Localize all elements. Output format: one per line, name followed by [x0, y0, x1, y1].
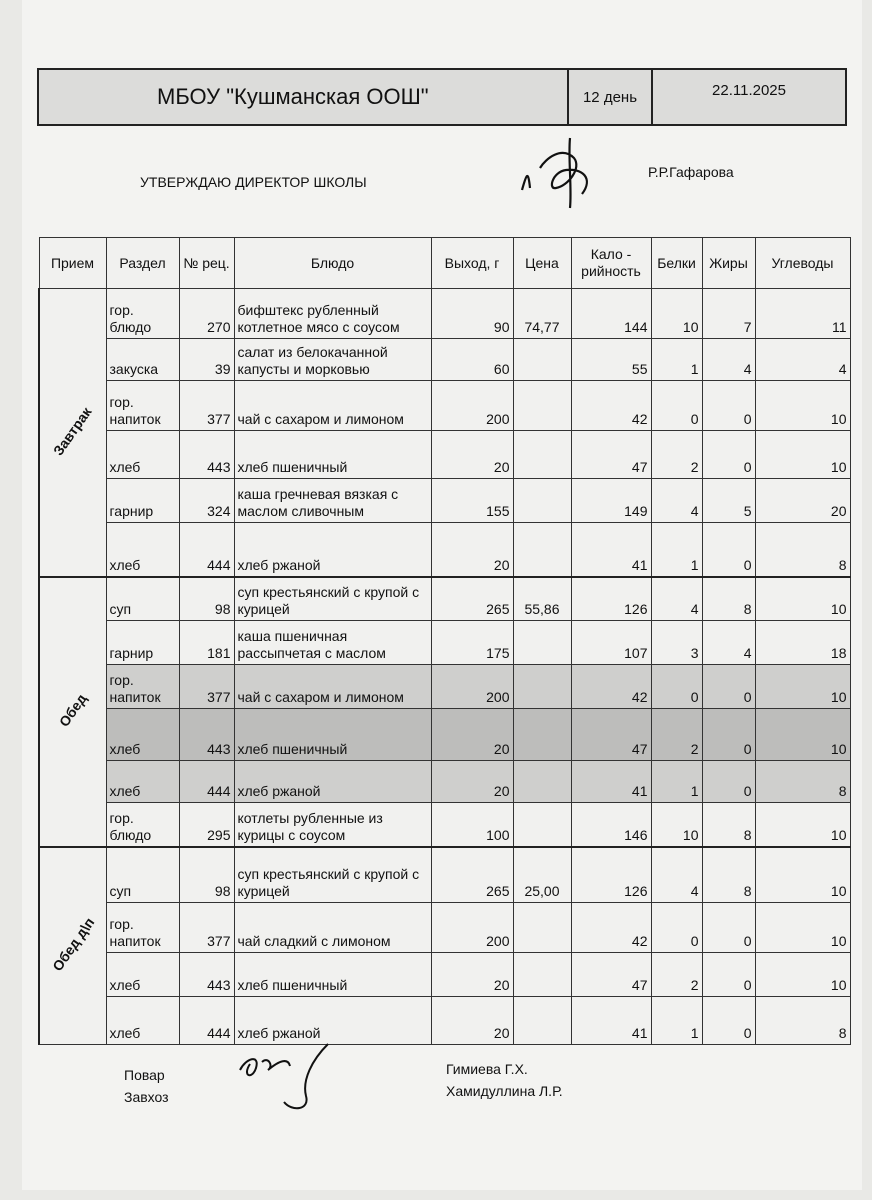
- cell-yield: 20: [431, 709, 513, 761]
- footer-roles: [124, 1064, 169, 1108]
- cell-recipe-number: 443: [179, 953, 234, 997]
- cell-carbs: 8: [755, 997, 850, 1045]
- cell-yield: 20: [431, 431, 513, 479]
- table-row: [39, 339, 850, 381]
- cell-protein: 4: [651, 479, 702, 523]
- meal-cell: [39, 289, 106, 577]
- cell-carbs: 10: [755, 665, 850, 709]
- table-row: [39, 803, 850, 847]
- cell-price: [513, 381, 571, 431]
- cell-carbs: 10: [755, 709, 850, 761]
- cell-price: [513, 479, 571, 523]
- director-signature: [512, 128, 608, 212]
- cell-carbs: 8: [755, 761, 850, 803]
- cell-recipe-number: 444: [179, 523, 234, 577]
- table-row: [39, 761, 850, 803]
- cell-recipe-number: 98: [179, 577, 234, 621]
- storekeeper-name: Хамидуллина Л.Р.: [446, 1083, 563, 1099]
- cell-yield: 200: [431, 665, 513, 709]
- cell-dish: каша гречневая вязкая с маслом сливочным: [234, 479, 431, 523]
- cell-fat: 0: [702, 997, 755, 1045]
- cell-dish: суп крестьянский с крупой с курицей: [234, 847, 431, 903]
- cell-section: хлеб: [106, 761, 179, 803]
- meal-name: Завтрак: [49, 403, 95, 459]
- meal-cell: [39, 847, 106, 1045]
- cell-price: [513, 761, 571, 803]
- cell-carbs: 4: [755, 339, 850, 381]
- cell-section: гор. напиток: [106, 665, 179, 709]
- header-box: [37, 68, 847, 126]
- cell-carbs: 10: [755, 953, 850, 997]
- cook-label: Повар: [124, 1067, 165, 1083]
- footer-names: [446, 1058, 563, 1102]
- cell-price: [513, 621, 571, 665]
- col-header-section: Раздел: [106, 238, 179, 289]
- table-row: [39, 431, 850, 479]
- cell-recipe-number: 443: [179, 709, 234, 761]
- cell-dish: салат из белокачанной капусты и морковью: [234, 339, 431, 381]
- cell-calories: 41: [571, 997, 651, 1045]
- school-name: МБОУ "Кушманская ООШ": [39, 70, 569, 124]
- cell-protein: 3: [651, 621, 702, 665]
- cell-yield: 20: [431, 761, 513, 803]
- cell-recipe-number: 295: [179, 803, 234, 847]
- cell-fat: 0: [702, 431, 755, 479]
- cell-carbs: 10: [755, 903, 850, 953]
- table-row: [39, 709, 850, 761]
- cell-section: закуска: [106, 339, 179, 381]
- cell-recipe-number: 444: [179, 761, 234, 803]
- col-header-carbs: Углеводы: [755, 238, 850, 289]
- cell-protein: 10: [651, 803, 702, 847]
- table-row: [39, 523, 850, 577]
- cell-recipe-number: 377: [179, 903, 234, 953]
- cell-calories: 47: [571, 431, 651, 479]
- cook-name: Гимиева Г.Х.: [446, 1061, 528, 1077]
- cell-section: хлеб: [106, 997, 179, 1045]
- cell-price: [513, 709, 571, 761]
- cell-fat: 5: [702, 479, 755, 523]
- cell-calories: 149: [571, 479, 651, 523]
- cell-protein: 1: [651, 339, 702, 381]
- cell-calories: 47: [571, 709, 651, 761]
- table-row: [39, 479, 850, 523]
- cell-recipe-number: 98: [179, 847, 234, 903]
- col-header-price: Цена: [513, 238, 571, 289]
- cell-yield: 20: [431, 953, 513, 997]
- cell-carbs: 20: [755, 479, 850, 523]
- cell-calories: 144: [571, 289, 651, 339]
- cell-yield: 265: [431, 577, 513, 621]
- col-header-calories: Кало - рийность: [571, 238, 651, 289]
- cell-recipe-number: 444: [179, 997, 234, 1045]
- cell-price: [513, 953, 571, 997]
- cell-price: 74,77: [513, 289, 571, 339]
- cell-recipe-number: 443: [179, 431, 234, 479]
- cell-protein: 10: [651, 289, 702, 339]
- cell-section: суп: [106, 847, 179, 903]
- cell-calories: 42: [571, 903, 651, 953]
- cell-carbs: 8: [755, 523, 850, 577]
- cell-carbs: 10: [755, 577, 850, 621]
- cell-recipe-number: 181: [179, 621, 234, 665]
- table-header-row: [39, 238, 850, 289]
- cell-yield: 265: [431, 847, 513, 903]
- cell-protein: 1: [651, 997, 702, 1045]
- cell-fat: 0: [702, 523, 755, 577]
- cell-price: [513, 431, 571, 479]
- cell-carbs: 10: [755, 431, 850, 479]
- cell-calories: 41: [571, 761, 651, 803]
- cell-section: гор. напиток: [106, 903, 179, 953]
- cell-carbs: 10: [755, 381, 850, 431]
- cell-price: 55,86: [513, 577, 571, 621]
- cell-dish: чай сладкий с лимоном: [234, 903, 431, 953]
- table-row: [39, 847, 850, 903]
- cell-section: гор. блюдо: [106, 289, 179, 339]
- cell-price: [513, 339, 571, 381]
- cell-fat: 0: [702, 709, 755, 761]
- cell-section: гор. блюдо: [106, 803, 179, 847]
- cell-protein: 2: [651, 953, 702, 997]
- cell-dish: чай с сахаром и лимоном: [234, 665, 431, 709]
- cell-price: [513, 665, 571, 709]
- col-header-fat: Жиры: [702, 238, 755, 289]
- cell-yield: 20: [431, 997, 513, 1045]
- cell-dish: хлеб ржаной: [234, 761, 431, 803]
- cell-dish: каша пшеничная рассыпчетая с маслом: [234, 621, 431, 665]
- cell-calories: 42: [571, 665, 651, 709]
- cell-dish: суп крестьянский с крупой с курицей: [234, 577, 431, 621]
- cell-section: хлеб: [106, 709, 179, 761]
- cell-protein: 0: [651, 903, 702, 953]
- cell-recipe-number: 324: [179, 479, 234, 523]
- cell-calories: 126: [571, 847, 651, 903]
- cell-fat: 0: [702, 761, 755, 803]
- cell-yield: 90: [431, 289, 513, 339]
- cell-calories: 42: [571, 381, 651, 431]
- cell-section: хлеб: [106, 953, 179, 997]
- menu-table: [38, 237, 851, 1045]
- cell-fat: 4: [702, 621, 755, 665]
- col-header-recipe: № рец.: [179, 238, 234, 289]
- table-row: [39, 997, 850, 1045]
- cell-calories: 41: [571, 523, 651, 577]
- table-row: [39, 621, 850, 665]
- menu-day: 12 день: [569, 70, 653, 124]
- cell-protein: 4: [651, 577, 702, 621]
- cell-fat: 0: [702, 953, 755, 997]
- cell-price: [513, 997, 571, 1045]
- approval-text: УТВЕРЖДАЮ ДИРЕКТОР ШКОЛЫ: [140, 174, 367, 190]
- cell-protein: 0: [651, 665, 702, 709]
- cell-fat: 0: [702, 665, 755, 709]
- cell-dish: бифштекс рубленный котлетное мясо с соусом: [234, 289, 431, 339]
- meal-name: Обед: [55, 690, 90, 730]
- cell-price: [513, 523, 571, 577]
- cell-recipe-number: 377: [179, 381, 234, 431]
- menu-date: 22.11.2025: [712, 82, 786, 99]
- cell-calories: 146: [571, 803, 651, 847]
- cell-yield: 175: [431, 621, 513, 665]
- cook-signature: [232, 1040, 344, 1116]
- cell-fat: 0: [702, 381, 755, 431]
- cell-dish: хлеб пшеничный: [234, 709, 431, 761]
- cell-fat: 8: [702, 803, 755, 847]
- cell-yield: 20: [431, 523, 513, 577]
- cell-calories: 126: [571, 577, 651, 621]
- cell-yield: 100: [431, 803, 513, 847]
- cell-carbs: 11: [755, 289, 850, 339]
- director-name: Р.Р.Гафарова: [648, 164, 734, 180]
- cell-price: 25,00: [513, 847, 571, 903]
- cell-protein: 0: [651, 381, 702, 431]
- cell-protein: 4: [651, 847, 702, 903]
- table-row: [39, 577, 850, 621]
- cell-carbs: 10: [755, 803, 850, 847]
- cell-fat: 8: [702, 577, 755, 621]
- meal-cell: [39, 577, 106, 847]
- cell-recipe-number: 377: [179, 665, 234, 709]
- table-row: [39, 953, 850, 997]
- cell-fat: 0: [702, 903, 755, 953]
- cell-recipe-number: 270: [179, 289, 234, 339]
- cell-fat: 4: [702, 339, 755, 381]
- cell-calories: 47: [571, 953, 651, 997]
- col-header-yield: Выход, г: [431, 238, 513, 289]
- cell-calories: 107: [571, 621, 651, 665]
- table-row: [39, 289, 850, 339]
- cell-section: гарнир: [106, 479, 179, 523]
- cell-carbs: 18: [755, 621, 850, 665]
- cell-section: хлеб: [106, 431, 179, 479]
- cell-dish: хлеб ржаной: [234, 997, 431, 1045]
- cell-carbs: 10: [755, 847, 850, 903]
- cell-protein: 1: [651, 761, 702, 803]
- cell-section: хлеб: [106, 523, 179, 577]
- col-header-protein: Белки: [651, 238, 702, 289]
- cell-protein: 2: [651, 709, 702, 761]
- cell-protein: 2: [651, 431, 702, 479]
- cell-yield: 200: [431, 903, 513, 953]
- cell-dish: чай с сахаром и лимоном: [234, 381, 431, 431]
- col-header-dish: Блюдо: [234, 238, 431, 289]
- meal-name: Обед д\п: [49, 914, 98, 975]
- cell-section: гарнир: [106, 621, 179, 665]
- cell-dish: хлеб пшеничный: [234, 953, 431, 997]
- cell-dish: хлеб ржаной: [234, 523, 431, 577]
- cell-fat: 7: [702, 289, 755, 339]
- cell-yield: 200: [431, 381, 513, 431]
- table-row: [39, 381, 850, 431]
- cell-calories: 55: [571, 339, 651, 381]
- cell-dish: котлеты рубленные из курицы с соусом: [234, 803, 431, 847]
- cell-dish: хлеб пшеничный: [234, 431, 431, 479]
- storekeeper-label: Завхоз: [124, 1089, 169, 1105]
- cell-yield: 60: [431, 339, 513, 381]
- table-row: [39, 665, 850, 709]
- cell-fat: 8: [702, 847, 755, 903]
- col-header-meal: Прием: [39, 238, 106, 289]
- cell-section: гор. напиток: [106, 381, 179, 431]
- cell-price: [513, 803, 571, 847]
- cell-protein: 1: [651, 523, 702, 577]
- cell-yield: 155: [431, 479, 513, 523]
- table-row: [39, 903, 850, 953]
- cell-section: суп: [106, 577, 179, 621]
- cell-recipe-number: 39: [179, 339, 234, 381]
- cell-price: [513, 903, 571, 953]
